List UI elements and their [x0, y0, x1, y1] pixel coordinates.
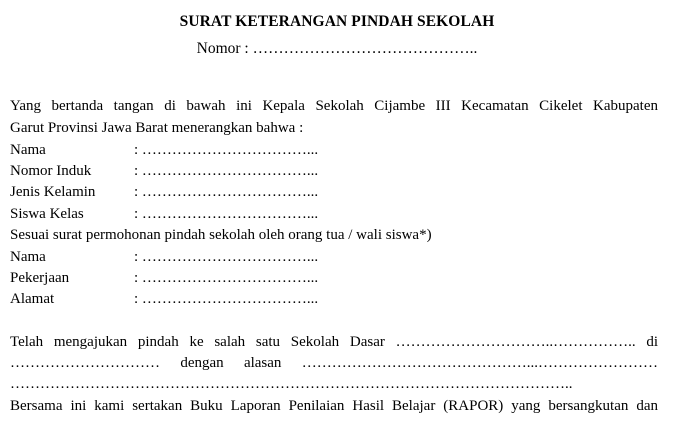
field-value: : ……………………………... [134, 270, 319, 286]
field-value: : ……………………………... [134, 184, 319, 200]
student-field-jenis-kelamin [10, 184, 318, 201]
field-label: Siswa Kelas [10, 206, 84, 222]
field-label: Nomor Induk [10, 163, 92, 179]
transfer-line-3: ………………………………………………………………………………………………….. [10, 376, 573, 392]
letter-title: SURAT KETERANGAN PINDAH SEKOLAH [179, 13, 495, 30]
field-value: : ……………………………... [134, 142, 319, 158]
student-field-name [10, 142, 318, 159]
student-field-siswa-kelas [10, 206, 318, 223]
transfer-line-2: ………………………… dengan alasan ………………………………………...…………………… [10, 355, 658, 371]
intro-line-1: Yang bertanda tangan di bawah ini Kepala Sekolah Cijambe III Kecamatan Cikelet Kabupaten [10, 98, 658, 114]
field-label: Nama [10, 142, 46, 158]
field-label: Alamat [10, 291, 55, 307]
field-value: : ……………………………... [134, 249, 319, 265]
parent-field-name [10, 249, 318, 266]
student-field-nomor-induk [10, 163, 318, 180]
letter-number: Nomor : …………………………………….. [196, 40, 478, 57]
parent-field-pekerjaan [10, 270, 318, 287]
field-label: Pekerjaan [10, 270, 70, 286]
transfer-line-1: Telah mengajukan pindah ke salah satu Sekolah Dasar …………………………..…………….. di [10, 334, 658, 350]
field-value: : ……………………………... [134, 291, 319, 307]
field-label: Jenis Kelamin [10, 184, 96, 200]
field-value: : ……………………………... [134, 163, 319, 179]
parent-field-alamat [10, 291, 318, 308]
request-line: Sesuai surat permohonan pindah sekolah oleh orang tua / wali siswa*) [10, 227, 432, 243]
intro-line-2: Garut Provinsi Jawa Barat menerangkan bahwa : [10, 120, 304, 136]
field-value: : ……………………………... [134, 206, 319, 222]
field-label: Nama [10, 249, 46, 265]
attachment-line-1: Bersama ini kami sertakan Buku Laporan Penilaian Hasil Belajar (RAPOR) yang bersangkutan dan [10, 398, 658, 414]
